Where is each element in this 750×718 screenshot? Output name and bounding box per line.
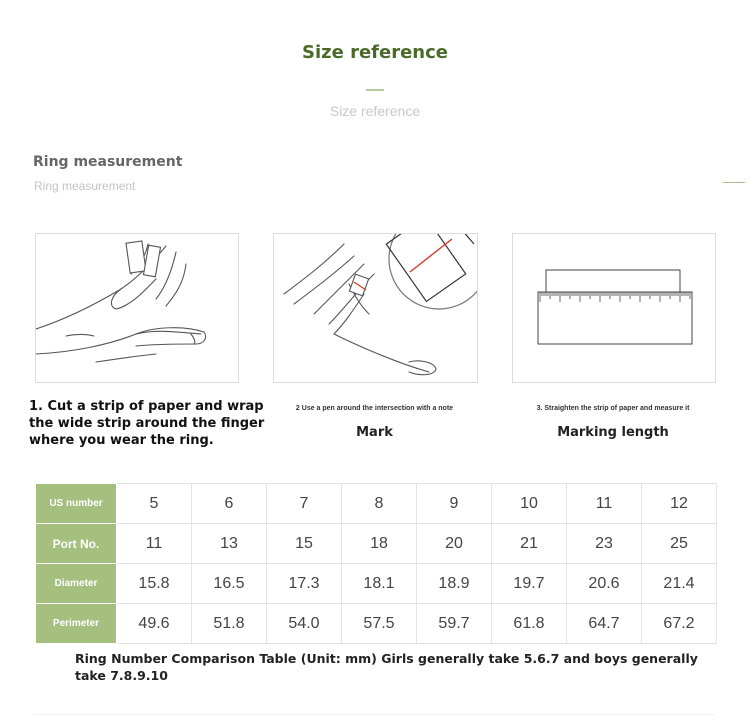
table-cell: 23 xyxy=(567,524,642,564)
table-cell: 15.8 xyxy=(117,564,192,604)
bottom-divider xyxy=(35,714,715,715)
table-cell: 17.3 xyxy=(267,564,342,604)
table-cell: 59.7 xyxy=(417,604,492,644)
step1-text: 1. Cut a strip of paper and wrap the wide strip around the finger where you wear the ring. xyxy=(29,399,265,448)
table-cell: 8 xyxy=(342,484,417,524)
table-cell: 21.4 xyxy=(642,564,717,604)
table-cell: 51.8 xyxy=(192,604,267,644)
row-header: Port No. xyxy=(36,524,117,564)
table-cell: 18.9 xyxy=(417,564,492,604)
title-divider xyxy=(366,89,384,91)
table-cell: 18.1 xyxy=(342,564,417,604)
table-cell: 16.5 xyxy=(192,564,267,604)
table-cell: 5 xyxy=(117,484,192,524)
step1-illustration xyxy=(35,233,239,383)
table-cell: 57.5 xyxy=(342,604,417,644)
table-cell: 11 xyxy=(117,524,192,564)
table-cell: 54.0 xyxy=(267,604,342,644)
table-cell: 18 xyxy=(342,524,417,564)
step3-caption: 3. Straighten the strip of paper and measure it xyxy=(536,405,690,412)
table-cell: 15 xyxy=(267,524,342,564)
section-subtitle: Ring measurement xyxy=(34,179,136,193)
row-header: Perimeter xyxy=(36,604,117,644)
table-cell: 19.7 xyxy=(492,564,567,604)
table-cell: 25 xyxy=(642,524,717,564)
table-cell: 7 xyxy=(267,484,342,524)
row-header: Diameter xyxy=(36,564,117,604)
row-header: US number xyxy=(36,484,117,524)
section-title: Ring measurement xyxy=(33,154,183,170)
table-cell: 6 xyxy=(192,484,267,524)
table-cell: 20.6 xyxy=(567,564,642,604)
step2-label: Mark xyxy=(356,425,393,440)
table-cell: 21 xyxy=(492,524,567,564)
step3-label: Marking length xyxy=(557,425,669,440)
step2-illustration xyxy=(273,233,478,383)
table-cell: 20 xyxy=(417,524,492,564)
step3-illustration xyxy=(512,233,716,383)
table-cell: 61.8 xyxy=(492,604,567,644)
table-cell: 49.6 xyxy=(117,604,192,644)
ruler-icon xyxy=(513,234,715,382)
page-subtitle: Size reference xyxy=(329,103,421,119)
step2-caption: 2 Use a pen around the intersection with a note xyxy=(295,405,454,412)
table-cell: 13 xyxy=(192,524,267,564)
hand-wrap-icon xyxy=(36,234,238,382)
page-title: Size reference xyxy=(302,42,448,63)
table-cell: 10 xyxy=(492,484,567,524)
table-row xyxy=(36,564,717,604)
size-table xyxy=(35,483,717,644)
size-note: Ring Number Comparison Table (Unit: mm) Girls generally take 5.6.7 and boys generally take 7.8.9.10 xyxy=(75,651,698,683)
mark-magnify-icon xyxy=(274,234,477,382)
table-row xyxy=(36,524,717,564)
table-cell: 11 xyxy=(567,484,642,524)
table-row xyxy=(36,604,717,644)
table-cell: 9 xyxy=(417,484,492,524)
table-cell: 64.7 xyxy=(567,604,642,644)
section-divider xyxy=(723,182,745,183)
table-cell: 67.2 xyxy=(642,604,717,644)
table-cell: 12 xyxy=(642,484,717,524)
table-row xyxy=(36,484,717,524)
